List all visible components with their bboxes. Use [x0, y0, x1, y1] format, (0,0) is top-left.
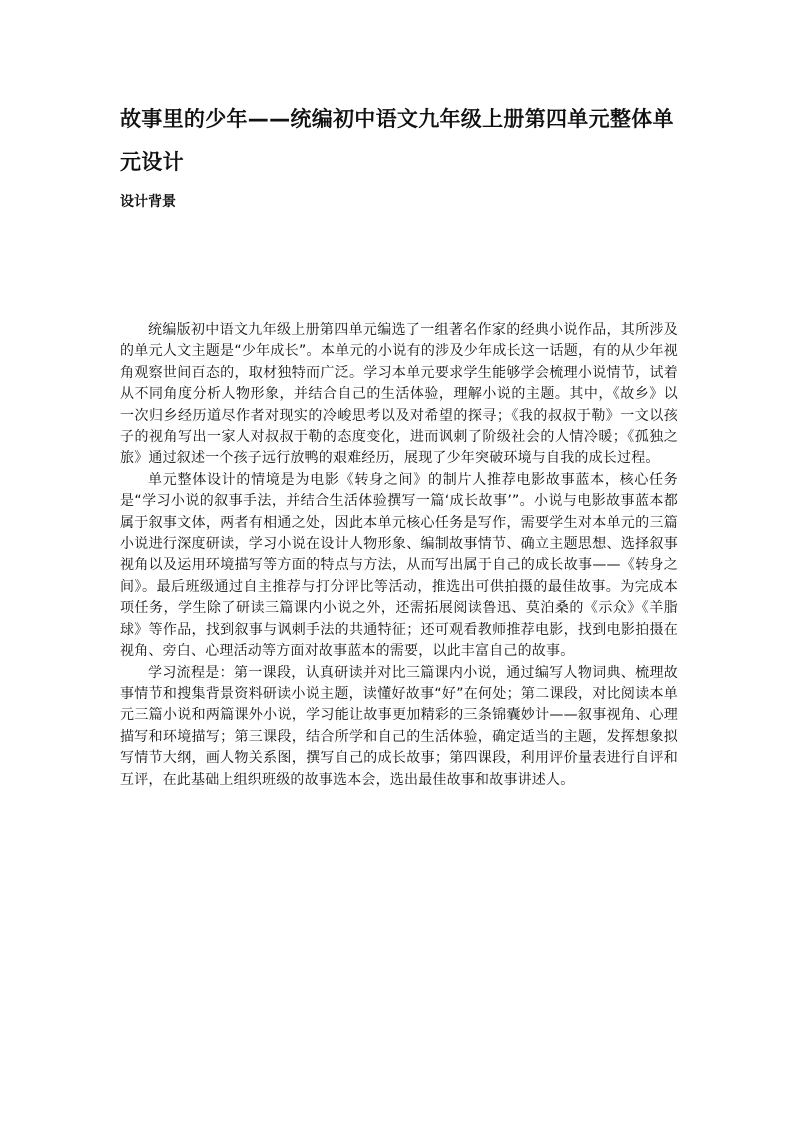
body-text [120, 320, 678, 791]
paragraph-learning-process: 学习流程是：第一课段，认真研读并对比三篇课内小说，通过编写人物词典、梳理故事情节和搜集背景资料研读小说主题，读懂好故事“好”在何处；第二课段，对比阅读本单元三篇小说和两篇课外小说，学习能让故事更加精彩的三条锦囊妙计——叙事视角、心理描写和环境描写；第三课段，结合所学和自己的生活体验，确定适当的主题，发挥想象拟写情节大纲，画人物关系图，撰写自己的成长故事；第四课段，利用评价量表进行自评和互评，在此基础上组织班级的故事选本会，选出最佳故事和故事讲述人。 [120, 664, 678, 788]
paragraph-unit-overview: 统编版初中语文九年级上册第四单元编选了一组著名作家的经典小说作品，其所涉及的单元人文主题是“少年成长”。本单元的小说有的涉及少年成长这一话题，有的从少年视角观察世间百态的，取材独特而广泛。学习本单元要求学生能够学会梳理小说情节，试着从不同角度分析人物形象，并结合自己的生活体验，理解小说的主题。其中，《故乡》以一次归乡经历道尽作者对现实的冷峻思考以及对希望的探寻；《我的叔叔于勒》一文以孩子的视角写出一家人对叔叔于勒的态度变化，进而讽刺了阶级社会的人情冷暖；《孤独之旅》通过叙述一个孩子远行放鸭的艰难经历，展现了少年突破环境与自我的成长过程。 [120, 322, 678, 467]
document-title: 故事里的少年——统编初中语文九年级上册第四单元整体单元设计 [120, 107, 674, 174]
paragraph-unit-design: 单元整体设计的情境是为电影《转身之间》的制片人推荐电影故事蓝本，核心任务是“学习小说的叙事手法，并结合生活体验撰写一篇‘成长故事’”。小说与电影故事蓝本都属于叙事文体，两者有相通之处，因此本单元核心任务是写作，需要学生对本单元的三篇小说进行深度研读，学习小说在设计人物形象、编制故事情节、确立主题思想、选择叙事视角以及运用环境描写等方面的特点与方法，从而写出属于自己的成长故事——《转身之间》。最后班级通过自主推荐与打分评比等活动，推选出可供拍摄的最佳故事。为完成本项任务，学生除了研读三篇课内小说之外，还需拓展阅读鲁迅、莫泊桑的《示众》《羊脂球》等作品，找到叙事与讽刺手法的共通特征；还可观看教师推荐电影，找到电影拍摄在视角、旁白、心理活动等方面对故事蓝本的需要，以此丰富自己的故事。 [120, 471, 678, 660]
section-heading: 设计背景 [120, 194, 176, 210]
